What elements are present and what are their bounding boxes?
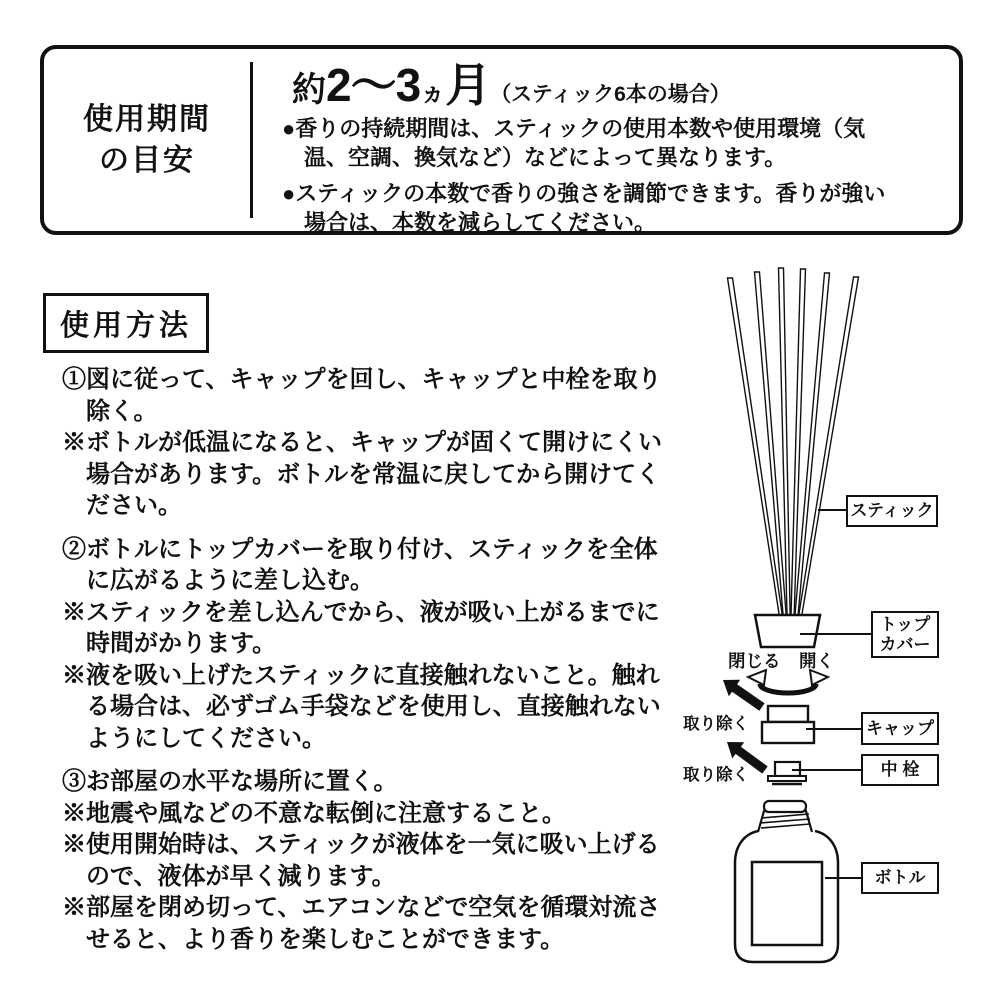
stick-label: スティック [846,495,938,527]
note-item [62,798,662,830]
bottle-label-area [752,862,822,945]
duration-counter: ヵ [420,79,446,107]
step-marker: ② [62,535,86,563]
usage-period-header-line2: の目安 [99,144,195,177]
close-open-caption [728,648,834,673]
bullet-icon: ● [282,116,296,142]
usage-period-box [40,45,963,235]
note-marker: ※ [62,598,86,626]
top-cover-label-line1: トップ [879,614,931,634]
note-marker: ※ [62,894,86,921]
note-marker: ※ [62,831,86,858]
note-text: 液を吸い上げたスティックに直接触れないこと。触れる場合は、必ずゴム手袋などを使用し、直接触れないようにしてください。 [86,661,661,752]
duration-condition: （スティック6本の場合） [490,83,731,106]
usage-period-content [282,61,922,237]
note-marker: ※ [62,429,86,456]
duration-note-item [282,115,902,172]
remove-plug-caption: 取り除く [683,766,749,784]
inner-plug-shape [768,762,806,784]
step-group-3 [62,766,662,955]
note-text: 地震や風などの不意な転倒に注意すること。 [86,799,566,827]
step-group-2 [62,534,662,755]
duration-month: 月 [445,59,491,111]
bottle-label: ボトル [861,862,939,894]
top-cover-label [871,611,939,658]
inner-plug-label: 中 栓 [861,754,939,786]
note-item [62,829,662,892]
duration-title [282,61,922,109]
usage-method-heading: 使用方法 [43,293,209,353]
step-marker: ① [62,366,86,393]
usage-period-header-line1: 使用期間 [83,103,211,136]
note-text: 使用開始時は、スティックが液体を一気に吸い上げるので、液体が早く減ります。 [86,831,660,890]
remove-cap-caption: 取り除く [683,715,749,733]
note-marker: ※ [62,799,86,827]
bullet-icon: ● [282,181,296,207]
note-text: スティックを差し込んでから、液が吸い上がるまでに時間がかります。 [86,598,660,657]
note-item [62,892,662,955]
step-group-1 [62,364,662,522]
note-text: 部屋を閉め切って、エアコンなどで空気を循環対流させると、より香りを楽しむことができます。 [86,894,661,953]
top-cover-shape [755,615,820,647]
open-caption: 開く [799,651,834,671]
note-text: ボトルが低温になると、キャップが固くて開けにくい場合があります。ボトルを常温に戻してから開けてください。 [86,429,662,519]
duration-note-item [282,180,902,237]
duration-number: 2〜3 [326,59,421,111]
duration-note-text: スティックの本数で香りの強さを調節できます。香りが強い場合は、本数を減らしてください。 [295,181,886,235]
duration-prefix: 約 [292,71,326,109]
step-text: お部屋の水平な場所に置く。 [86,768,398,795]
note-item [62,597,662,660]
bottle-shape [735,801,838,962]
vertical-divider [250,62,253,218]
top-cover-label-line2: カバー [879,634,931,654]
note-item [62,660,662,755]
bottle-rim [764,801,806,812]
cap-shape [762,706,814,743]
cap-label: キャップ [861,712,939,745]
step-text: ボトルにトップカバーを取り付け、スティックを全体に広がるように差し込む。 [86,535,658,594]
step-marker: ③ [62,768,86,795]
step-item [62,364,662,427]
usage-period-header [44,49,250,231]
step-item [62,534,662,597]
close-caption: 閉じる [728,651,781,671]
instruction-steps [62,364,662,967]
note-item [62,427,662,522]
step-text: 図に従って、キャップを回し、キャップと中栓を取り除く。 [86,366,662,425]
stick-shapes [728,268,859,634]
rotate-arrows-icon [748,670,828,693]
duration-note-text: 香りの持続期間は、スティックの使用本数や使用環境（気温、空調、換気など）などによって異なります。 [295,116,866,170]
duration-notes [282,115,902,237]
note-marker: ※ [62,661,86,689]
step-item [62,766,662,798]
